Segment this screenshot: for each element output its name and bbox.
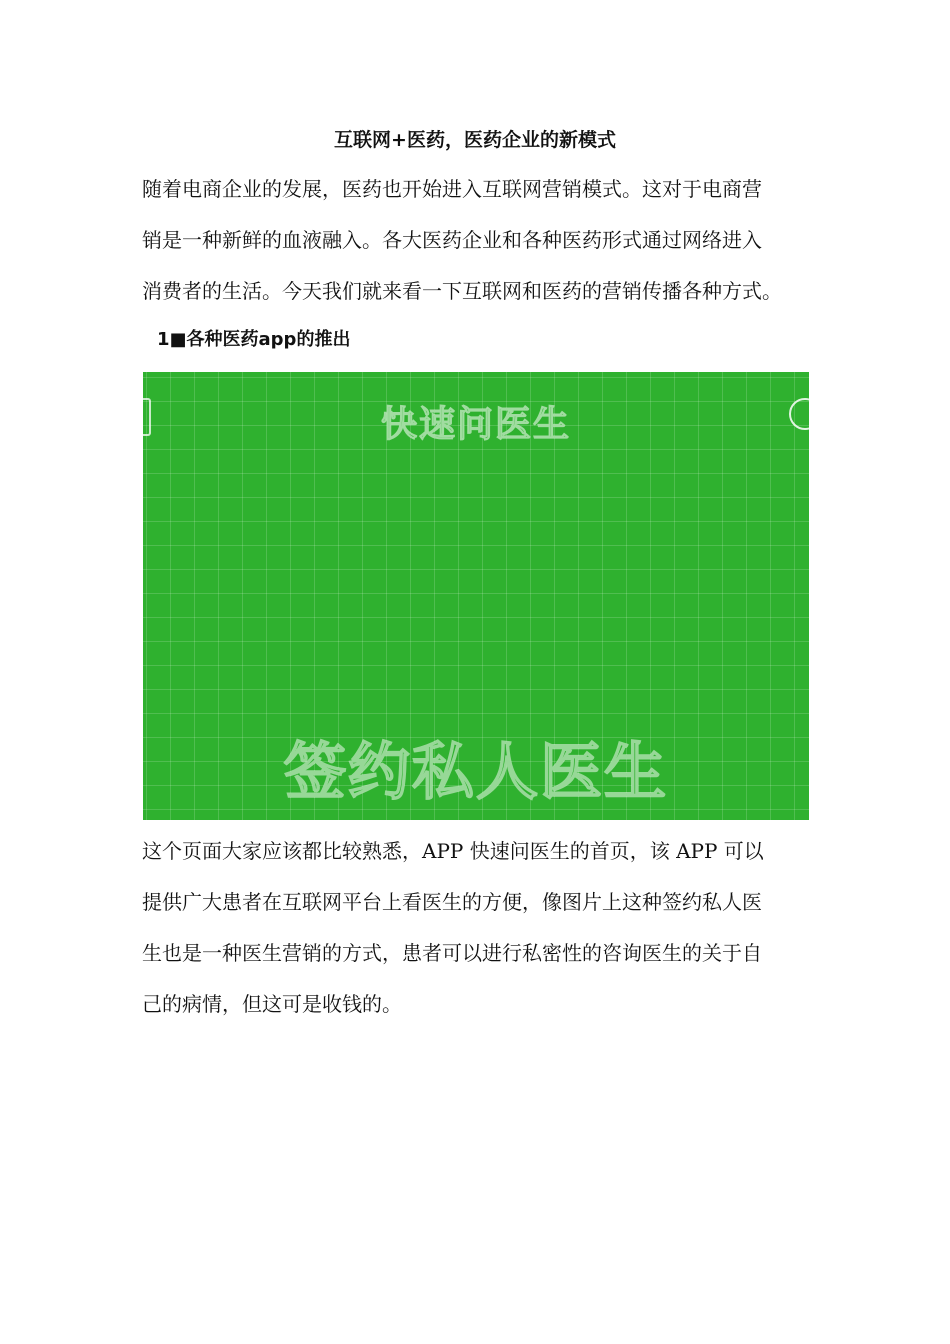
description-paragraph <box>142 826 814 1030</box>
document-title: 互联网+医药，医药企业的新模式 <box>334 129 616 151</box>
paragraph-line: 生也是一种医生营销的方式，患者可以进行私密性的咨询医生的关于自 <box>142 941 762 965</box>
paragraph-line: 随着电商企业的发展，医药也开始进入互联网营销模式。这对于电商营 <box>142 177 762 201</box>
paragraph-line: 销是一种新鲜的血液融入。各大医药企业和各种医药形式通过网络进入 <box>142 228 762 252</box>
paragraph-line: 消费者的生活。今天我们就来看一下互联网和医药的营销传播各种方式。 <box>142 279 782 303</box>
paragraph-line: 提供广大患者在互联网平台上看医生的方便，像图片上这种签约私人医 <box>142 890 762 914</box>
paragraph-line: 己的病情，但这可是收钱的。 <box>142 992 402 1016</box>
app-title-text: 快速问医生 <box>380 404 571 445</box>
app-banner-text: 签约私人医生 <box>283 735 668 808</box>
app-screenshot-image <box>143 372 809 820</box>
section-heading: 1■各种医药app的推出 <box>157 329 351 350</box>
paragraph-line: 这个页面大家应该都比较熟悉，APP 快速问医生的首页，该 APP 可以 <box>142 839 764 863</box>
intro-paragraph <box>142 164 814 317</box>
